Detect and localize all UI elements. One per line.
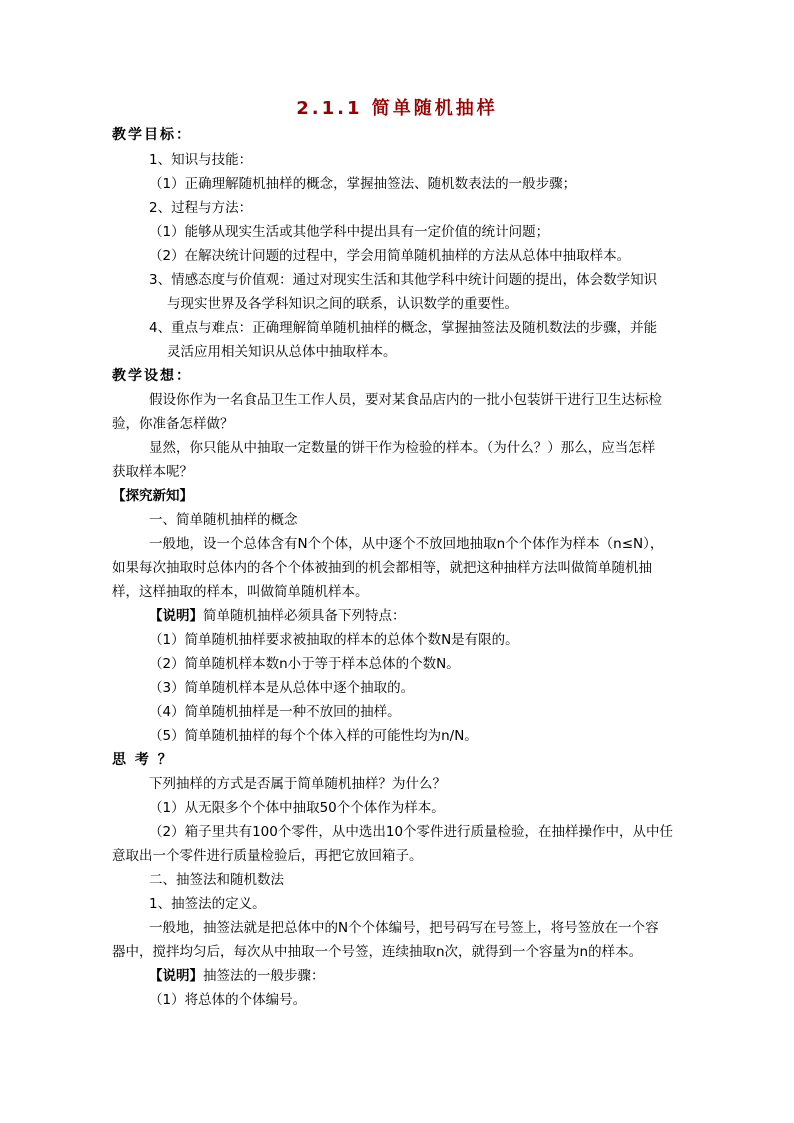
feature-2: （2）简单随机样本数n小于等于样本总体的个数N。 xyxy=(149,656,460,672)
section-1-title: 一、简单随机抽样的概念 xyxy=(149,512,298,528)
feature-5: （5）简单随机抽样的每个个体入样的可能性均为n/N。 xyxy=(149,728,478,744)
definition-line-1: 一般地，设一个总体含有N个个体，从中逐个不放回地抽取n个个体作为样本（n≤N）， xyxy=(149,536,664,552)
goal-2-heading: 2、过程与方法： xyxy=(149,200,253,216)
note-label: 【说明】 xyxy=(149,608,203,624)
goal-3-line-2: 与现实世界及各学科知识之间的联系，认识数学的重要性。 xyxy=(167,296,518,312)
lottery-definition-line-1: 一般地，抽签法就是把总体中的N个个体编号，把号码写在号签上，将号签放在一个容 xyxy=(149,920,659,936)
heading-teaching-goals: 教学目标： xyxy=(112,127,192,143)
heading-teaching-design: 教学设想： xyxy=(112,368,192,384)
note-label: 【说明】 xyxy=(149,968,203,984)
design-para-2-line-1: 显然，你只能从中抽取一定数量的饼干作为检验的样本。（为什么？）那么，应当怎样 xyxy=(149,440,656,456)
definition-line-3: 样，这样抽取的样本，叫做简单随机样本。 xyxy=(112,584,369,600)
section-2-title: 二、抽签法和随机数法 xyxy=(149,872,284,888)
heading-explore: 【探究新知】 xyxy=(112,488,193,504)
goal-4-line-1: 4、重点与难点：正确理解简单随机抽样的概念，掌握抽签法及随机数法的步骤，并能 xyxy=(149,320,658,336)
feature-3: （3）简单随机样本是从总体中逐个抽取的。 xyxy=(149,680,415,696)
design-para-1-line-2: 验，你准备怎样做？ xyxy=(112,416,234,432)
think-question: 下列抽样的方式是否属于简单随机抽样？为什么？ xyxy=(149,776,446,792)
think-item-1: （1）从无限多个个体中抽取50个个体作为样本。 xyxy=(149,800,445,816)
lottery-definition-heading: 1、抽签法的定义。 xyxy=(149,896,266,912)
goal-2-item-2: （2）在解决统计问题的过程中，学会用简单随机抽样的方法从总体中抽取样本。 xyxy=(149,248,631,264)
feature-1: （1）简单随机抽样要求被抽取的样本的总体个数N是有限的。 xyxy=(149,632,519,648)
design-para-2-line-2: 获取样本呢？ xyxy=(112,464,193,480)
goal-3-line-1: 3、情感态度与价值观：通过对现实生活和其他学科中统计问题的提出，体会数学知识 xyxy=(149,272,658,288)
goal-1-heading: 1、知识与技能： xyxy=(149,152,253,168)
goal-1-item-1: （1）正确理解随机抽样的概念，掌握抽签法、随机数表法的一般步骤； xyxy=(149,176,577,192)
lottery-step-1: （1）将总体的个体编号。 xyxy=(149,992,307,1008)
document-title: 2.1.1 简单随机抽样 xyxy=(296,98,498,119)
design-para-1-line-1: 假设你作为一名食品卫生工作人员，要对某食品店内的一批小包装饼干进行卫生达标检 xyxy=(149,392,662,408)
feature-4: （4）简单随机抽样是一种不放回的抽样。 xyxy=(149,704,401,720)
heading-think: 思 考 ？ xyxy=(112,752,174,768)
goal-2-item-1: （1）能够从现实生活或其他学科中提出具有一定价值的统计问题； xyxy=(149,224,550,240)
lottery-definition-line-2: 器中，搅拌均匀后，每次从中抽取一个号签，连续抽取n次，就得到一个容量为n的样本。 xyxy=(112,944,643,960)
note-lottery-steps: 【说明】抽签法的一般步骤： xyxy=(149,968,325,984)
think-item-2-line-1: （2）箱子里共有100个零件，从中选出10个零件进行质量检验，在抽样操作中，从中任 xyxy=(149,824,674,840)
definition-line-2: 如果每次抽取时总体内的各个个体被抽到的机会都相等，就把这种抽样方法叫做简单随机抽 xyxy=(112,560,652,576)
think-item-2-line-2: 意取出一个零件进行质量检验后，再把它放回箱子。 xyxy=(112,848,423,864)
note-features: 【说明】简单随机抽样必须具备下列特点： xyxy=(149,608,406,624)
goal-4-line-2: 灵活应用相关知识从总体中抽取样本。 xyxy=(167,344,397,360)
